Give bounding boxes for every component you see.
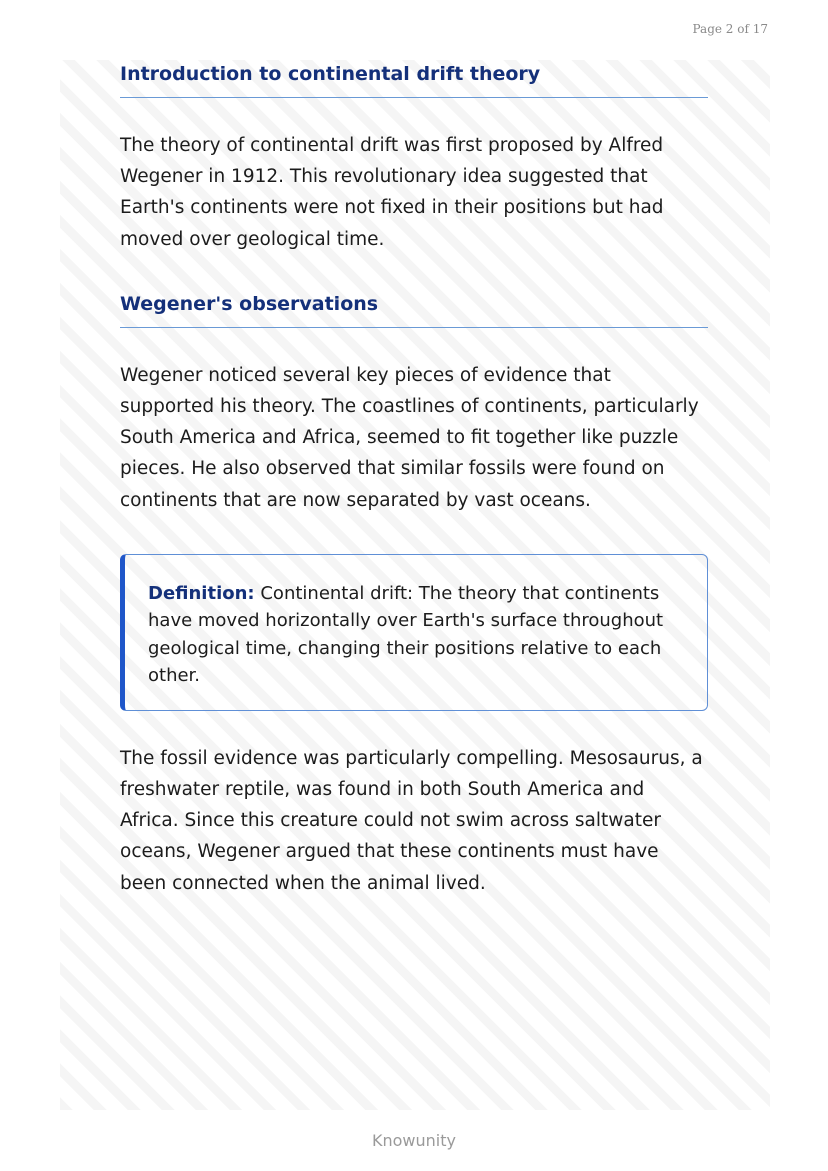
closing-paragraph: The fossil evidence was particularly compelling. Mesosaurus, a freshwater reptile, was found in both South America and Africa. Since this creature could not swim across saltwater oceans, Wegener argued that these continents must have been connected when the animal lived. bbox=[120, 747, 703, 894]
section-heading-observations: Wegener's observations bbox=[120, 292, 708, 328]
page-content bbox=[120, 62, 708, 899]
section-heading-introduction: Introduction to continental drift theory bbox=[120, 62, 708, 98]
page-number: Page 2 of 17 bbox=[692, 22, 768, 36]
definition-box bbox=[120, 554, 708, 711]
definition-label: Definition: bbox=[148, 582, 255, 604]
footer-brand: Knowunity bbox=[372, 1131, 456, 1150]
definition-text bbox=[148, 580, 681, 690]
section-paragraph-observations: Wegener noticed several key pieces of evidence that supported his theory. The coastlines of continents, particularly South America and Africa, seemed to fit together like puzzle pieces. He also observed that similar fossils were found on continents that are now separated by vast oceans. bbox=[120, 364, 699, 511]
section-paragraph-introduction: The theory of continental drift was first proposed by Alfred Wegener in 1912. This revolutionary idea suggested that Earth's continents were not fixed in their positions but had moved over geological time. bbox=[120, 135, 664, 250]
definition-body: Continental drift: The theory that continents have moved horizontally over Earth's surface throughout geological time, changing their positions relative to each other. bbox=[148, 582, 664, 687]
